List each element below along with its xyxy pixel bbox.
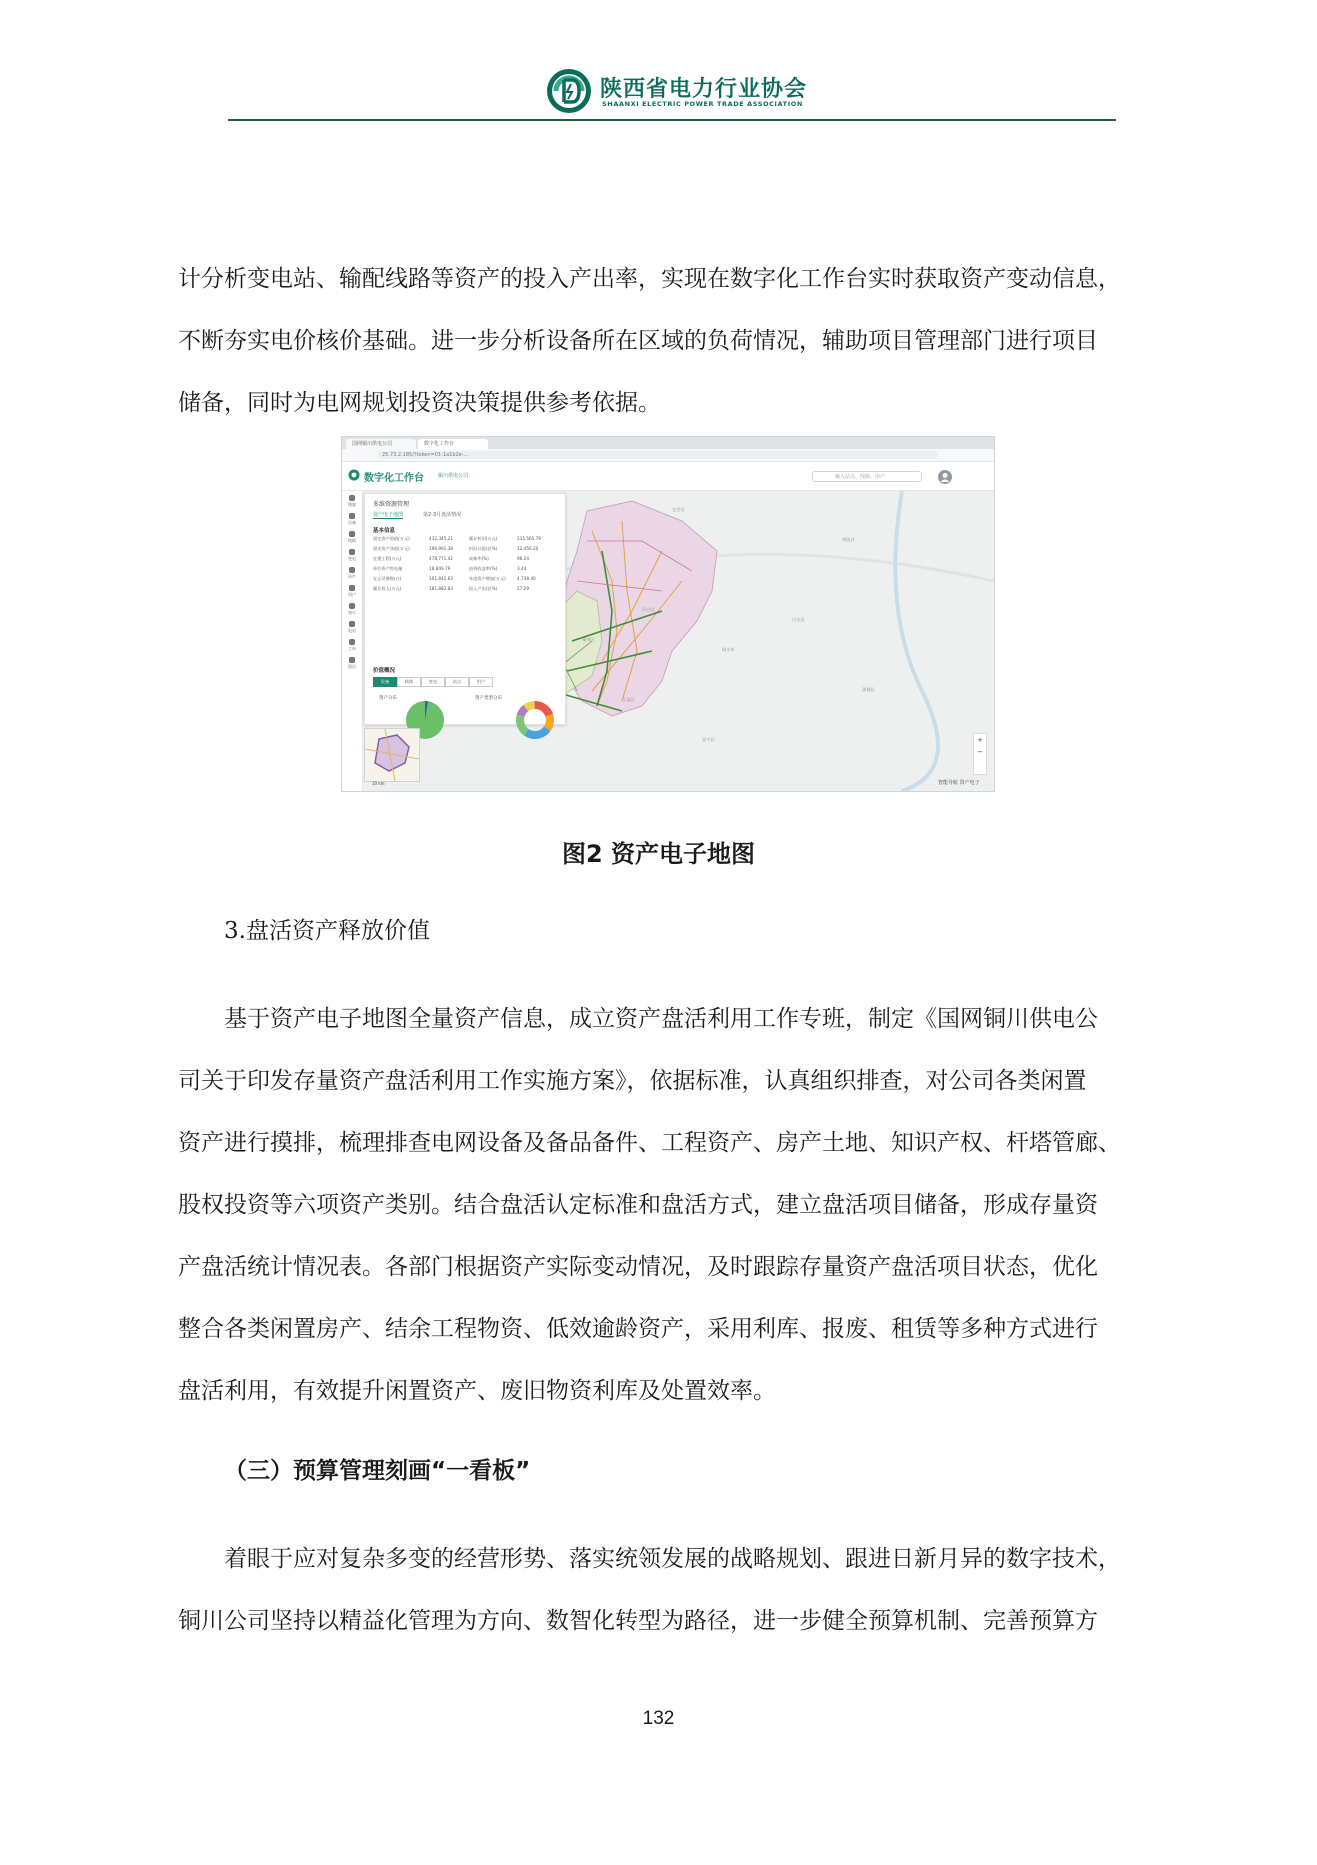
zoom-out-icon: − <box>977 748 983 756</box>
map-place-label: 白水县 <box>792 617 805 622</box>
paragraph-intro <box>178 248 1158 434</box>
panel-title: 多维资源管理 <box>373 501 410 508</box>
sidebar-item: 图层 <box>344 657 360 670</box>
browser-tab: 数字化工作台 <box>418 439 488 449</box>
sidebar-item: 线路 <box>344 531 360 544</box>
panel-tab: 资产电子地图 <box>373 512 404 518</box>
map-place-label: 黄陵县 <box>842 537 855 542</box>
text-line: 股权投资等六项资产类别。结合盘活认定标准和盘活方式，建立盘活项目储备，形成存量资 <box>178 1192 1098 1218</box>
map-place-label: 印台区 <box>642 607 655 612</box>
stat-value: 4,738.40 <box>517 576 536 581</box>
association-name: 陕西省电力行业协会 <box>600 77 808 102</box>
chart-filter-button: 站点 <box>445 677 469 687</box>
app-logo-icon <box>348 469 360 481</box>
device-icon <box>349 513 355 519</box>
sidebar-item: 变电 <box>344 549 360 562</box>
stat-value: 18,849.79 <box>429 566 451 571</box>
layers-icon <box>349 657 355 663</box>
asset-map-screenshot <box>341 436 995 792</box>
map-scale: 10 km <box>372 781 385 786</box>
text-line: 计分析变电站、输配线路等资产的投入产出率，实现在数字化工作台实时获取资产变动信息， <box>178 266 1121 292</box>
page-number: 132 <box>642 1708 675 1729</box>
minimap-overview <box>365 729 419 781</box>
stat-label: 在运设备数(台) <box>373 576 402 581</box>
stat-label: 投入产出比(%) <box>469 586 498 591</box>
text-line: 整合各类闲置房产、结余工程物资、低效逾龄资产，采用利库、报废、租赁等多种方式进行 <box>178 1316 1098 1342</box>
subsection-heading: （三）预算管理刻画“一看板” <box>224 1458 531 1484</box>
map-place-label: 富平县 <box>702 737 715 742</box>
sidebar-item: 设备 <box>344 513 360 526</box>
browser-tab: 国网铜川供电公司 <box>346 439 416 449</box>
asset-type-donut <box>515 700 555 740</box>
app-sidebar <box>342 491 363 791</box>
map-place-label: 王益区 <box>622 697 635 702</box>
sidebar-item: 搜索 <box>344 495 360 508</box>
browser-address-bar <box>342 449 994 462</box>
association-logo-icon <box>546 68 592 114</box>
text-line: 资产进行摸排，梳理排查电网设备及备品备件、工程资产、房产土地、知识产权、杆塔管廊、 <box>178 1130 1121 1156</box>
chart-filter-button: 变电 <box>421 677 445 687</box>
panel-section-title: 基本信息 <box>373 528 396 534</box>
chart-filter-button: 用户 <box>469 677 493 687</box>
user-avatar-icon <box>938 470 952 484</box>
header-divider <box>228 119 1116 121</box>
stat-label: 在建工程(万元) <box>373 556 402 561</box>
stat-label: 年度资产增加(万元) <box>469 576 506 581</box>
chart-filter-button: 线路 <box>397 677 421 687</box>
statistics-icon <box>349 603 355 609</box>
stat-label: 成新率(%) <box>469 556 489 561</box>
stat-value: 478,771.42 <box>429 556 453 561</box>
stat-value: 27.29 <box>517 586 529 591</box>
app-header <box>342 462 994 491</box>
text-line: 司关于印发存量资产盘活利用工作实施方案》，依据标准，认真组织排查，对公司各类闲置 <box>178 1068 1087 1094</box>
stat-label: 累计折旧(万元) <box>469 536 498 541</box>
text-line: 着眼于应对复杂多变的经营形势、落实统领发展的战略规划、跟进日新月异的数字技术， <box>224 1546 1121 1572</box>
stat-label: 固定资产净值(万元) <box>373 546 410 551</box>
substation-icon <box>349 549 355 555</box>
stat-value: 96.24 <box>517 556 529 561</box>
map-place-label: 耀州区 <box>582 637 595 642</box>
chart-title: 资产类型分布 <box>475 696 502 701</box>
stat-label: 折旧计提比(%) <box>469 546 498 551</box>
stat-value: 3.44 <box>517 566 527 571</box>
asset-info-panel <box>364 493 566 725</box>
panel-tab: 第2-3月盘活情况 <box>423 512 462 518</box>
paragraph-budget <box>178 1528 1158 1652</box>
map-place-label: 宜君县 <box>672 507 685 512</box>
app-org-badge: 铜川供电公司 <box>438 473 469 479</box>
stat-label: 固定资产原值(万元) <box>373 536 410 541</box>
map-search-input: 输入站点、线路、用户 <box>812 471 922 482</box>
stat-label: 累计投入(万元) <box>373 586 402 591</box>
paragraph-asset-revitalization <box>178 988 1158 1422</box>
search-icon <box>349 495 355 501</box>
map-minimap <box>364 728 420 782</box>
stat-value: 196,991.38 <box>429 546 453 551</box>
stat-label: 投资收益率(%) <box>469 566 498 571</box>
stat-value: 181,882.83 <box>429 586 453 591</box>
chart-filter-button: 设备 <box>373 677 397 687</box>
map-bottom-tools: 智能导航 资产电子 <box>938 780 980 786</box>
panel-section-title: 价值概况 <box>373 668 396 674</box>
stat-value: 235,565.79 <box>517 536 541 541</box>
stat-label: 单位资产售电量 <box>373 566 403 571</box>
asset-icon <box>349 567 355 573</box>
text-line: 不断夯实电价核价基础。进一步分析设备所在区域的负荷情况，辅助项目管理部门进行项目 <box>178 328 1098 354</box>
app-title: 数字化工作台 <box>364 473 424 484</box>
text-line: 盘活利用，有效提升闲置资产、废旧物资利库及处置效率。 <box>178 1378 776 1404</box>
zoom-in-icon: + <box>977 736 983 744</box>
map-zoom-control <box>973 733 987 775</box>
text-line: 产盘活统计情况表。各部门根据资产实际变动情况，及时跟踪存量资产盘活项目状态，优化 <box>178 1254 1098 1280</box>
browser-url: 25.73.2.185/?token=01-1a1b2e-... <box>378 451 938 459</box>
text-line: 铜川公司坚持以精益化管理为方向、数智化转型为路径，进一步健全预算机制、完善预算方 <box>178 1608 1098 1634</box>
text-line: 储备，同时为电网规划投资决策提供参考依据。 <box>178 390 661 416</box>
stat-value: 101,842.63 <box>429 576 453 581</box>
association-name-english: SHAANXI ELECTRIC POWER TRADE ASSOCIATION <box>602 100 803 108</box>
sidebar-item: 统计 <box>344 603 360 616</box>
work-order-icon <box>349 639 355 645</box>
user-icon <box>349 585 355 591</box>
map-place-label: 蒲城县 <box>862 687 875 692</box>
stat-value: 12,456.20 <box>517 546 539 551</box>
map-place-label: 铜川市 <box>722 647 735 652</box>
figure-caption: 图2 资产电子地图 <box>561 840 756 868</box>
station-icon <box>349 621 355 627</box>
browser-tab-bar <box>342 437 994 449</box>
page-header <box>228 62 1116 122</box>
chart-title: 资产分布 <box>379 696 397 701</box>
sidebar-item: 工单 <box>344 639 360 652</box>
stat-value: 432,345.21 <box>429 536 453 541</box>
section-title: 3.盘活资产释放价值 <box>224 918 430 944</box>
text-line: 基于资产电子地图全量资产信息，成立资产盘活利用工作专班，制定《国网铜川供电公 <box>224 1006 1098 1032</box>
sidebar-item: 用户 <box>344 585 360 598</box>
sidebar-item: 电站 <box>344 621 360 634</box>
line-icon <box>349 531 355 537</box>
sidebar-item: 资产 <box>344 567 360 580</box>
